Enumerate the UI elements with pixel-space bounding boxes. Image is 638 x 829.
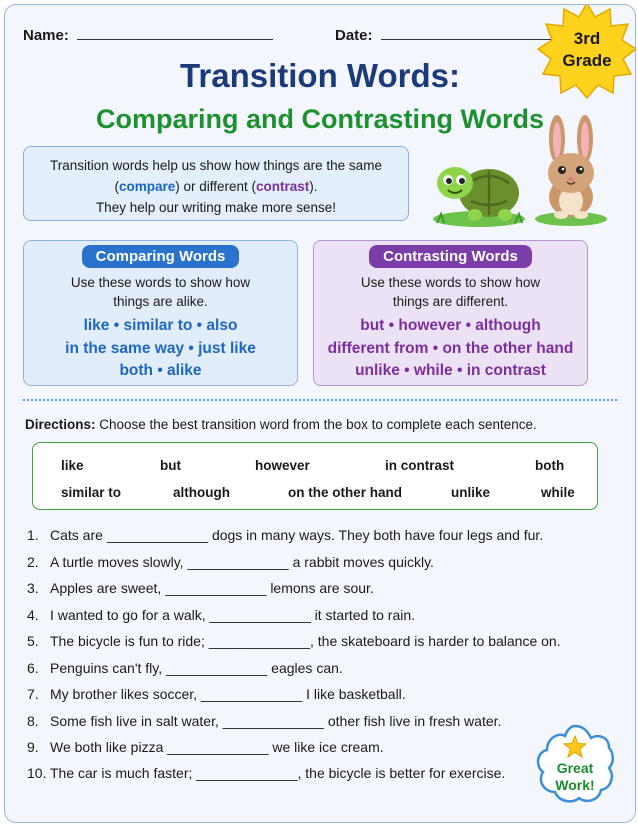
question-3 bbox=[27, 580, 374, 596]
word-bank-item: on the other hand bbox=[288, 485, 402, 500]
comparing-words-line-1: like • similar to • also bbox=[83, 317, 238, 334]
worksheet-page bbox=[4, 4, 636, 823]
contrasting-words-line-1: but • however • although bbox=[360, 317, 541, 334]
contrasting-desc-line-1: Use these words to show how bbox=[360, 275, 541, 290]
sticker-line-2: Work! bbox=[555, 777, 595, 793]
answer-blank[interactable]: _____________ bbox=[222, 713, 324, 729]
intro-mid-text: ) or different ( bbox=[175, 179, 257, 194]
question-4 bbox=[27, 607, 415, 623]
question-text-before: A turtle moves slowly, bbox=[50, 554, 184, 570]
bunny-icon bbox=[533, 113, 609, 227]
page-subtitle: Comparing and Contrasting Words bbox=[95, 104, 544, 134]
comparing-words-line-2: in the same way • just like bbox=[65, 339, 256, 357]
question-text-before: Cats are bbox=[50, 527, 103, 543]
question-text-after: dogs in many ways. They both have four legs and fur. bbox=[211, 527, 544, 543]
word-bank-item: both bbox=[535, 458, 565, 473]
contrasting-word-list bbox=[314, 315, 587, 383]
question-6 bbox=[27, 660, 343, 676]
question-text-before: My brother likes soccer, bbox=[50, 686, 198, 702]
comparing-desc-line-2: things are alike. bbox=[113, 294, 208, 309]
question-text-before: Some fish live in salt water, bbox=[50, 713, 219, 729]
intro-line-1: Transition words help us show how things are the same bbox=[50, 158, 382, 173]
answer-blank[interactable]: _____________ bbox=[209, 607, 311, 623]
question-number: 7. bbox=[27, 686, 39, 702]
question-number: 10. bbox=[27, 765, 47, 781]
question-text-after: lemons are sour. bbox=[270, 580, 374, 596]
question-8 bbox=[27, 713, 501, 729]
badge-line-2: Grade bbox=[562, 51, 612, 70]
question-text-after: we like ice cream. bbox=[272, 739, 384, 755]
date-field[interactable] bbox=[335, 27, 563, 44]
answer-blank[interactable]: _____________ bbox=[196, 765, 298, 781]
date-label: Date: bbox=[335, 27, 373, 44]
comparing-words-box bbox=[23, 240, 298, 386]
word-bank-item: similar to bbox=[61, 485, 122, 500]
question-text-before: Penguins can't fly, bbox=[50, 660, 163, 676]
answer-blank[interactable]: _____________ bbox=[167, 739, 269, 755]
question-text-after: , the skateboard is harder to balance on. bbox=[309, 633, 561, 649]
question-number: 8. bbox=[27, 713, 39, 729]
question-text-after: a rabbit moves quickly. bbox=[292, 554, 434, 570]
question-number: 2. bbox=[27, 554, 39, 570]
sticker-line-1: Great bbox=[556, 760, 594, 776]
directions-label: Directions: bbox=[25, 417, 96, 432]
question-number: 1. bbox=[27, 527, 39, 543]
contrasting-heading: Contrasting Words bbox=[369, 245, 532, 268]
comparing-desc-line-1: Use these words to show how bbox=[70, 275, 251, 290]
intro-paren-close: ). bbox=[309, 179, 318, 194]
directions bbox=[25, 417, 537, 432]
question-1 bbox=[27, 527, 543, 543]
question-text-after: it started to rain. bbox=[314, 607, 416, 623]
question-number: 4. bbox=[27, 607, 39, 623]
comparing-words-line-3: both • alike bbox=[119, 362, 202, 379]
question-9 bbox=[27, 739, 384, 755]
answer-blank[interactable]: _____________ bbox=[187, 554, 289, 570]
question-2 bbox=[27, 554, 434, 570]
question-7 bbox=[27, 686, 406, 702]
sticker-text bbox=[533, 760, 617, 794]
word-bank-item: although bbox=[173, 485, 230, 500]
question-10 bbox=[27, 765, 505, 781]
intro-line-3: They help our writing make more sense! bbox=[95, 200, 337, 215]
contrasting-words-line-2: different from • on the other hand bbox=[327, 339, 574, 357]
word-bank bbox=[32, 442, 598, 510]
name-field[interactable] bbox=[23, 27, 273, 44]
dotted-divider bbox=[23, 399, 617, 401]
contrasting-words-line-3: unlike • while • in contrast bbox=[355, 362, 546, 379]
answer-blank[interactable]: _____________ bbox=[208, 633, 310, 649]
contrasting-words-box bbox=[313, 240, 588, 386]
question-text-after: I like basketball. bbox=[306, 686, 406, 702]
question-text-after: , the bicycle is better for exercise. bbox=[297, 765, 506, 781]
word-bank-item: unlike bbox=[451, 485, 491, 500]
answer-blank[interactable]: _____________ bbox=[166, 660, 268, 676]
great-work-sticker bbox=[533, 722, 617, 806]
badge-line-1: 3rd bbox=[573, 29, 601, 48]
answer-blank[interactable]: _____________ bbox=[200, 686, 303, 702]
intro-contrast-word: contrast bbox=[256, 179, 310, 194]
word-bank-item: while bbox=[541, 485, 575, 500]
page-title: Transition Words: bbox=[180, 57, 460, 94]
question-number: 5. bbox=[27, 633, 39, 649]
name-label: Name: bbox=[23, 27, 69, 44]
question-text-before: Apples are sweet, bbox=[50, 580, 162, 596]
question-number: 3. bbox=[27, 580, 39, 596]
question-text-before: We both like pizza bbox=[50, 739, 164, 755]
question-5 bbox=[27, 633, 561, 649]
question-text-before: The bicycle is fun to ride; bbox=[50, 633, 205, 649]
intro-compare-word: compare bbox=[118, 179, 176, 194]
comparing-word-list bbox=[24, 315, 297, 383]
question-text-after: other fish live in fresh water. bbox=[327, 713, 502, 729]
intro-paren-open: ( bbox=[114, 179, 119, 194]
answer-blank[interactable]: _____________ bbox=[106, 527, 209, 543]
answer-blank[interactable]: _____________ bbox=[165, 580, 267, 596]
intro-box bbox=[23, 146, 409, 221]
question-text-after: eagles can. bbox=[271, 660, 343, 676]
comparing-description bbox=[24, 273, 297, 311]
comparing-heading: Comparing Words bbox=[82, 245, 240, 268]
contrasting-desc-line-2: things are different. bbox=[392, 294, 509, 309]
intro-line-2 bbox=[24, 176, 408, 197]
word-bank-item: but bbox=[160, 458, 181, 473]
word-bank-item: in contrast bbox=[385, 458, 455, 473]
question-number: 6. bbox=[27, 660, 39, 676]
question-text-before: I wanted to go for a walk, bbox=[50, 607, 206, 623]
contrasting-description bbox=[314, 273, 587, 311]
name-line[interactable] bbox=[77, 27, 273, 40]
question-number: 9. bbox=[27, 739, 39, 755]
turtle-icon bbox=[431, 153, 527, 229]
word-bank-item: like bbox=[61, 458, 84, 473]
star-icon bbox=[563, 735, 587, 758]
directions-text: Choose the best transition word from the box to complete each sentence. bbox=[95, 417, 537, 432]
word-bank-item: however bbox=[255, 458, 310, 473]
question-text-before: The car is much faster; bbox=[50, 765, 193, 781]
